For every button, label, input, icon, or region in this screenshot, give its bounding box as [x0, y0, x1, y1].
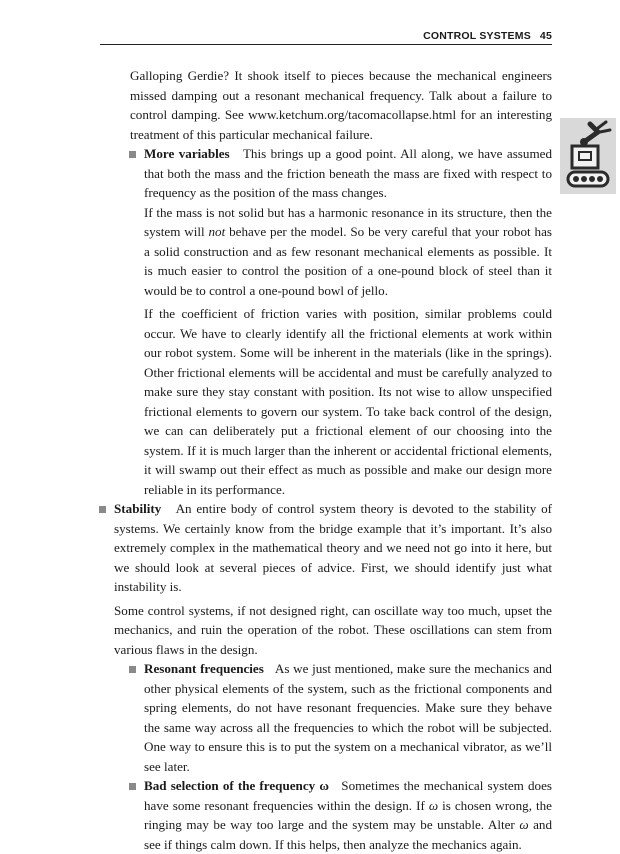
omega-symbol: ω	[428, 797, 439, 813]
more-variables-term: More variables	[144, 146, 230, 161]
header-text	[423, 30, 552, 42]
intro-paragraph: Galloping Gerdie? It shook itself to pieces because the mechanical engineers missed damping out a resonant mechanical frequency. Talk about a failure to control damping. See www.ketchum.org/tacomacollapse.html for an interesting treatment of this particular mechanical failure.	[130, 68, 552, 142]
stability-item	[114, 499, 552, 659]
bad-selection-text-2: is chosen wrong, the ringing may be way too large and the system may be unstable. Alter	[144, 797, 552, 832]
running-header	[100, 24, 552, 45]
bad-selection-text-1: Sometimes the mechanical system does have some resonant frequencies within the design. If	[144, 778, 552, 813]
omega-symbol: ω	[519, 817, 529, 832]
resonant-frequencies-item	[144, 659, 552, 776]
resonant-frequencies-text: As we just mentioned, make sure the mechanics and other physical elements of the system, such as the frictional components and spring elements, do not have resonant frequencies. Make sure they behave the same way across all the frequencies to which the robot will be subjected. One way to ensure this is to put the system on a mechanical vibrator, as we’ll see later.	[144, 661, 552, 774]
resonant-frequencies-term: Resonant frequencies	[144, 661, 264, 676]
stability-text-1: An entire body of control system theory is devoted to the stability of systems. We certainly know from the bridge example that it’s important. It’s also extremely complex in the mathematical theory and we need not go into it here, but we should look at several pieces of advice. First, we should identify just what instability is.	[114, 501, 553, 594]
stability-subitems	[144, 659, 552, 854]
more-variables-item	[144, 144, 552, 499]
more-variables-para-2	[144, 203, 552, 301]
mv-p2-after: behave per the model. So be very careful that your robot has a solid construction and as few resonant mechanical elements as possible. It is much easier to control the position of a one-pound block of steel than it would be to control a one-pound bowl of jello.	[144, 224, 552, 298]
more-variables-text-1: This brings up a good point. All along, we have assumed that both the mass and the friction beneath the mass are fixed with respect to frequency as the position of the mass changes.	[144, 146, 552, 200]
mv-p2-before: If the mass is not solid but has a harmonic resonance in its structure, then the system will	[144, 204, 552, 239]
stability-para-2: Some control systems, if not designed right, can oscillate way too much, upset the mechanics, and ruin the operation of the robot. These oscillations can stem from various flaws in the design.	[114, 602, 552, 657]
bullet-icon	[129, 151, 136, 158]
bullet-icon	[129, 666, 136, 673]
bad-selection-item	[144, 776, 552, 854]
page-number: 45	[539, 30, 552, 42]
bullet-icon	[129, 783, 136, 790]
bad-selection-text-3: and see if things calm down. If this helps, then analyze the mechanics again.	[144, 817, 552, 852]
more-variables-para-1	[144, 144, 552, 203]
robot-arm-icon	[560, 118, 616, 194]
section-title: CONTROL SYSTEMS	[423, 30, 531, 42]
bad-selection-term: Bad selection of the frequency ω	[144, 778, 329, 793]
bullet-icon	[99, 506, 106, 513]
mv-p2-emphasis: not	[208, 224, 226, 239]
body-text	[114, 66, 553, 854]
stability-para-1	[114, 499, 552, 597]
more-variables-para-3: If the coefficient of friction varies with position, similar problems could occur. We have to clearly identify all the frictional elements at work within our robot system. Some will be inherent in the materials (like in the springs). Other frictional elements will be accidental and must be carefully analyzed to make sure they stay constant with position. Its not wise to allow unspecified frictional elements to govern our system. To take back control of the design, we can can deliberately put a frictional element of our choosing into the system. If it is much larger than the inherent or accidental frictional elements, it will swamp out their effect as much as possible and make our design more reliable in its performance.	[144, 306, 552, 497]
stability-term: Stability	[114, 501, 162, 516]
